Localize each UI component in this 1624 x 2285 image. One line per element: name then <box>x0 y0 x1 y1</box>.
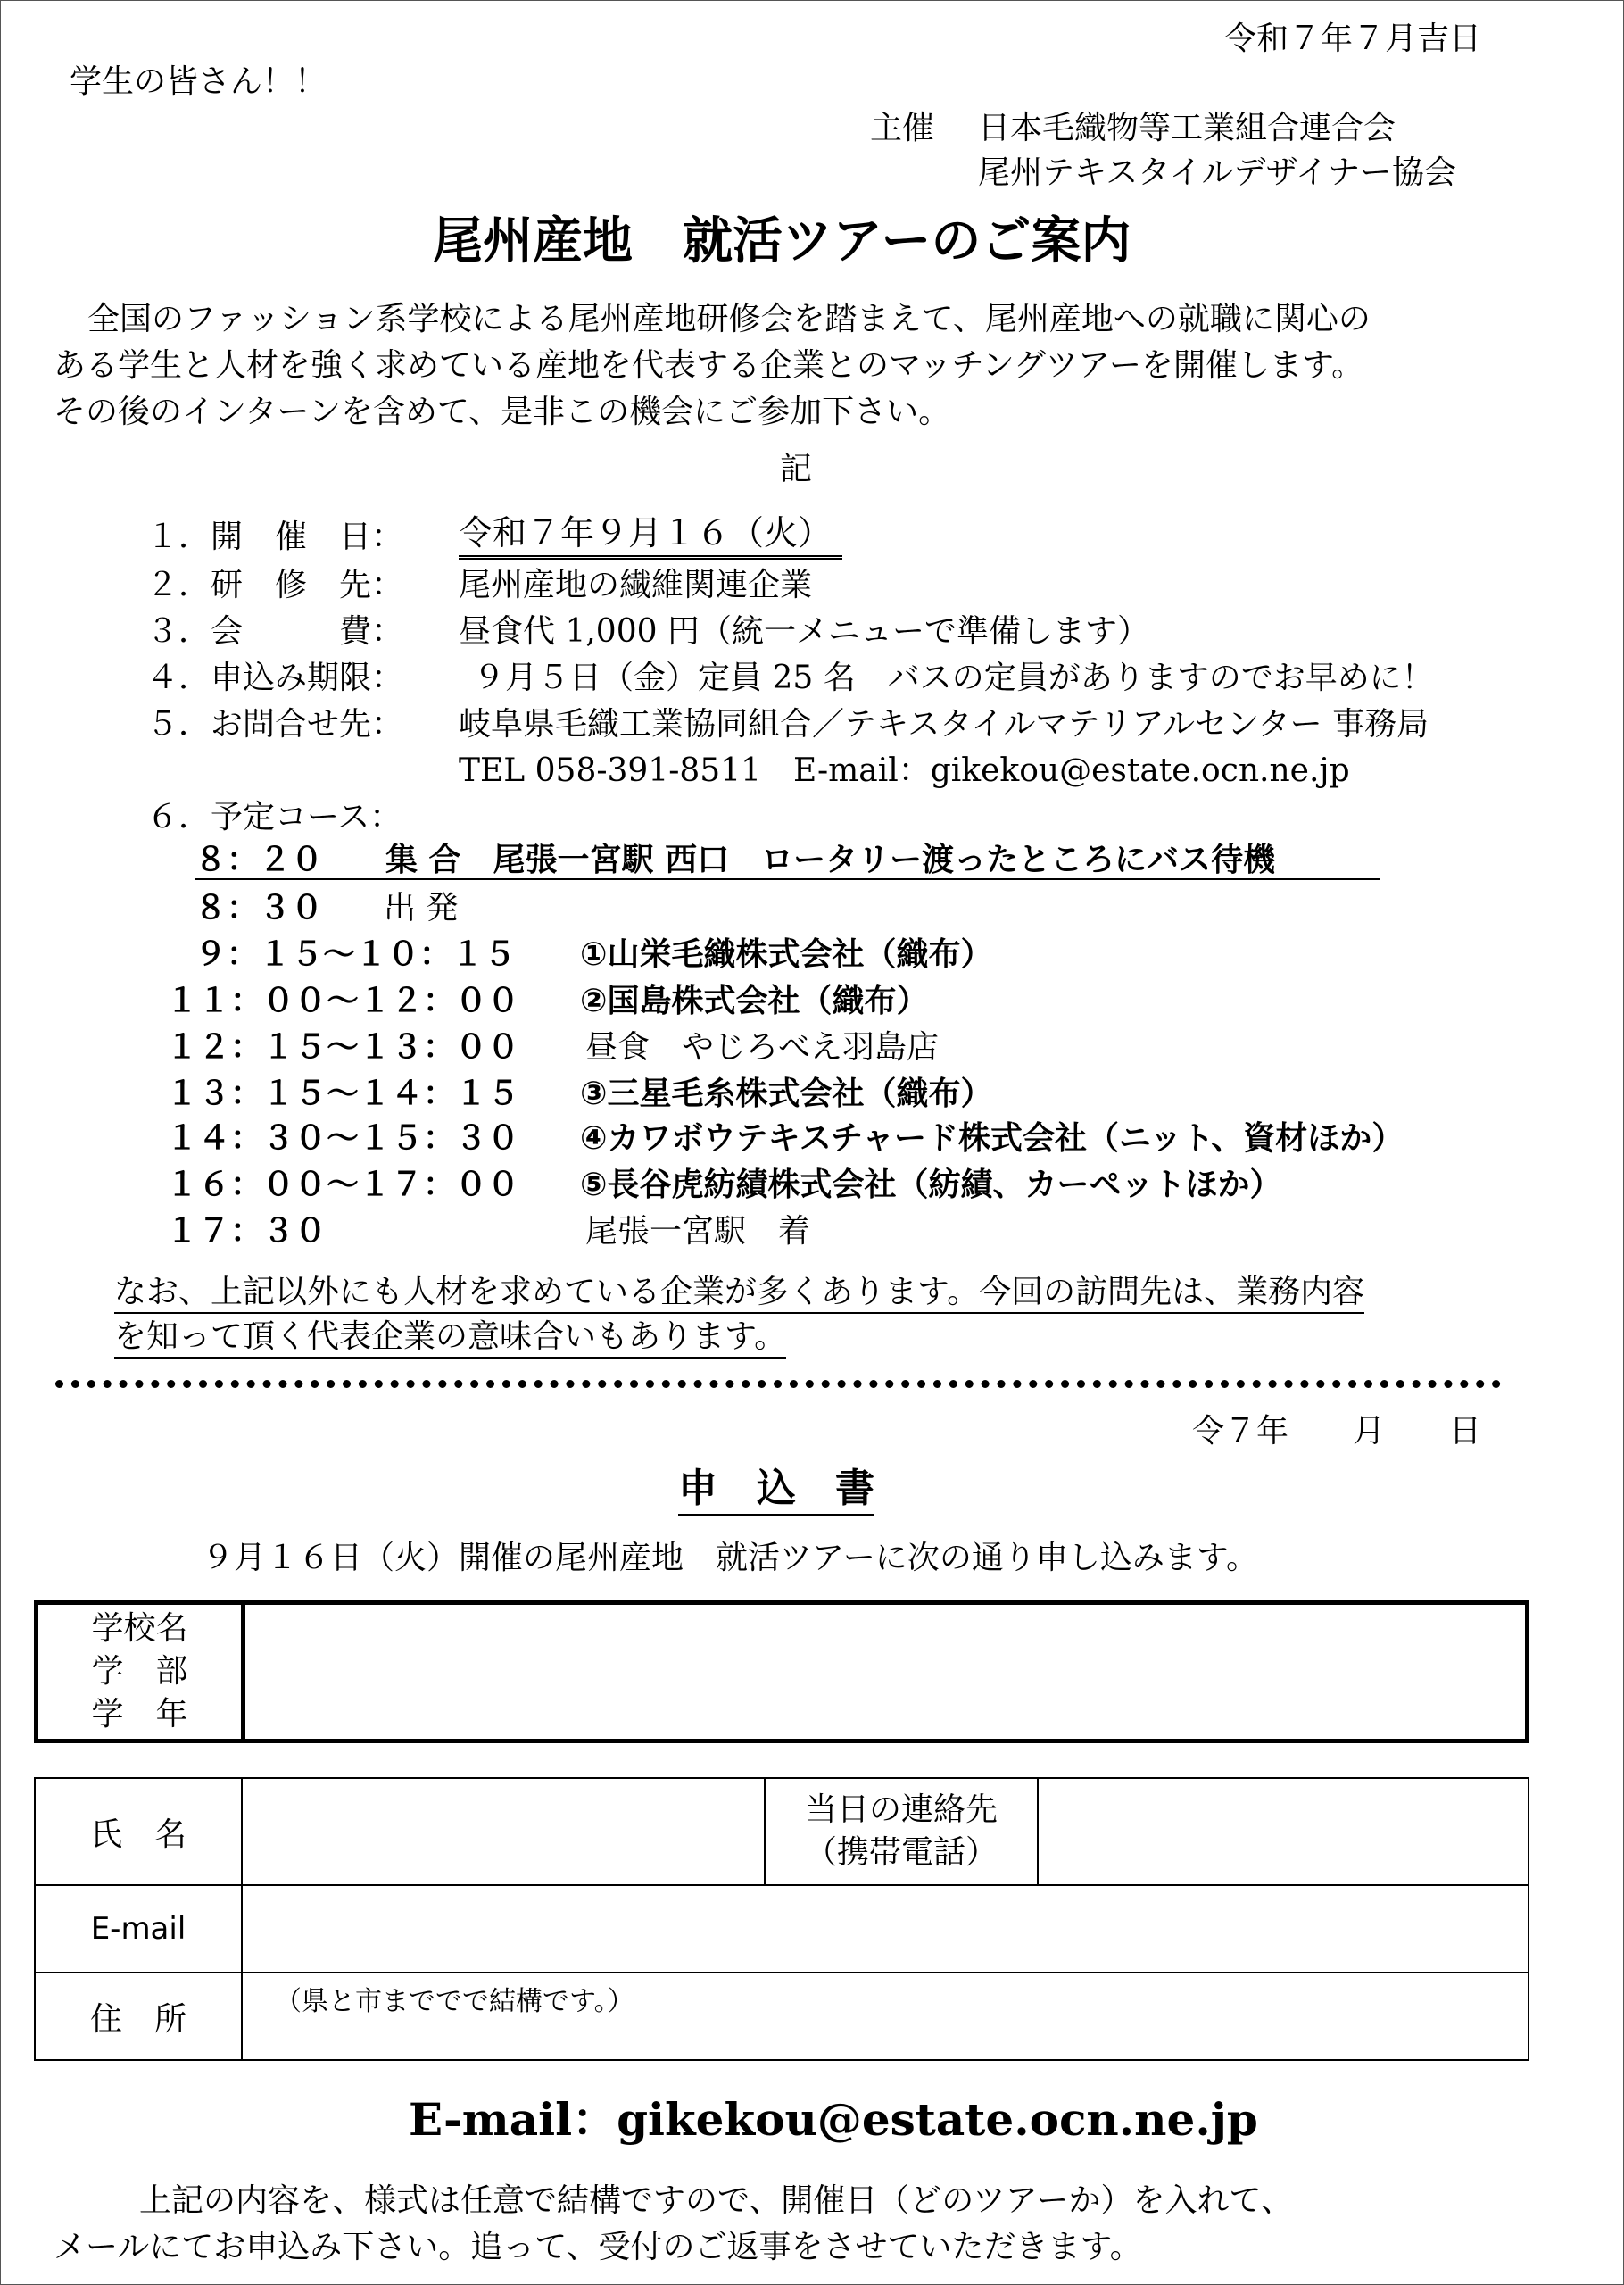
organizer-2: 尾州テキスタイルデザイナー協会 <box>978 154 1457 191</box>
grade-label: 学 年 <box>91 1696 188 1732</box>
name-label: 氏 名 <box>35 1778 242 1885</box>
schedule-time: １６：００～１７：００ <box>166 1167 520 1203</box>
email-label: E-mail <box>35 1885 242 1973</box>
schedule-time: ８：２０ <box>195 842 324 878</box>
address-input[interactable] <box>242 1973 1529 2060</box>
deadline-value: ９月５日（金）定員 25 名 バスの定員がありますのでお早めに！ <box>473 660 1434 696</box>
schedule-text-2: 出 発 <box>384 890 459 926</box>
organizer-label: 主催 <box>870 110 935 146</box>
footer-email: E-mail：gikekou@estate.ocn.ne.jp <box>409 2093 1258 2146</box>
phone-input[interactable] <box>1038 1778 1529 1885</box>
course-label: ６．予定コース： <box>146 799 402 835</box>
cut-line <box>55 1380 1501 1388</box>
note-line-2: を知って頂く代表企業の意味合いもあります。 <box>114 1321 786 1359</box>
applicant-table <box>34 1777 1529 2061</box>
schedule-text: ③三星毛糸株式会社（織布） <box>580 1076 993 1112</box>
form-lead: ９月１６日（火）開催の尾州産地 就活ツアーに次の通り申し込みます。 <box>202 1540 1259 1576</box>
greeting: 学生の皆さん！！ <box>70 63 327 100</box>
address-label: 住 所 <box>35 1973 242 2060</box>
footer-line-1: 上記の内容を、様式は任意で結構ですので、開催日（どのツアーか）を入れて、 <box>139 2182 1293 2219</box>
schedule-row-2 <box>195 890 324 926</box>
schedule-text: ⑤長谷虎紡績株式会社（紡績、カーペットほか） <box>580 1167 1282 1203</box>
schedule-text: ②国島株式会社（織布） <box>580 983 929 1019</box>
place-label: ２．研 修 先： <box>146 567 404 603</box>
contact-label-1: 当日の連絡先 <box>804 1791 998 1828</box>
organizer-1: 日本毛織物等工業組合連合会 <box>978 110 1396 146</box>
ki-marker: 記 <box>780 451 813 487</box>
intro-line-1: 全国のファッション系学校による尾州産地研修会を踏まえて、尾州産地への就職に関心の <box>87 301 1371 337</box>
school-input[interactable] <box>244 1603 1528 1741</box>
contact-label-cell <box>765 1778 1038 1885</box>
contact-label: ５．お問合せ先： <box>146 706 404 743</box>
name-input[interactable] <box>242 1778 765 1885</box>
schedule-time: １７：３０ <box>166 1213 327 1250</box>
schedule-time: １２：１５～１３：００ <box>166 1029 520 1066</box>
page-title: 尾州産地 就活ツアーのご案内 <box>433 212 1131 270</box>
deadline-label: ４．申込み期限： <box>146 660 404 696</box>
fee-label: ３．会 費： <box>146 613 404 650</box>
footer-line-2: メールにてお申込み下さい。追って、受付のご返事をさせていただきます。 <box>54 2229 1142 2265</box>
schedule-text: ④カワボウテキスチャード株式会社（ニット、資材ほか） <box>580 1120 1404 1157</box>
schedule-time: ９：１５～１０：１５ <box>195 936 517 973</box>
schedule-time: ８：３０ <box>195 890 324 926</box>
schedule-time: １３：１５～１４：１５ <box>166 1076 520 1112</box>
fee-value: 昼食代 1,000 円（統一メニューで準備します） <box>459 613 1149 650</box>
form-date: 令７年 月 日 <box>1192 1413 1482 1450</box>
form-title: 申 込 書 <box>678 1469 874 1516</box>
schedule-text: 昼食 やじろべえ羽島店 <box>585 1029 940 1066</box>
schedule-text: 尾張一宮駅 着 <box>585 1213 811 1250</box>
note-line-1: なお、上記以外にも人材を求めている企業が多くあります。今回の訪問先は、業務内容 <box>114 1276 1364 1314</box>
place-value: 尾州産地の繊維関連企業 <box>459 567 813 603</box>
schedule-text: 集 合 尾張一宮駅 西口 ロータリー渡ったところにバス待機 <box>385 842 1276 878</box>
intro-line-3: その後のインターンを含めて、是非この機会にご参加下さい。 <box>54 394 951 430</box>
schedule-time: １４：３０～１５：３０ <box>166 1120 520 1157</box>
issue-date: 令和７年７月吉日 <box>1224 21 1482 57</box>
school-label: 学校名 <box>91 1610 188 1647</box>
faculty-label: 学 部 <box>91 1653 188 1690</box>
school-label-cell <box>37 1603 244 1741</box>
email-input[interactable] <box>242 1885 1529 1973</box>
date-label: １．開 催 日： <box>146 519 404 555</box>
schedule-time: １１：００～１２：００ <box>166 983 520 1019</box>
address-note: （県と市まででで結構です。） <box>275 1986 634 2017</box>
intro-line-2: ある学生と人材を強く求めている産地を代表する企業とのマッチングツアーを開催します。 <box>54 347 1364 384</box>
schedule-row-1 <box>195 844 1380 880</box>
schedule-text: ①山栄毛織株式会社（織布） <box>580 936 993 973</box>
contact-value: 岐阜県毛織工業協同組合／テキスタイルマテリアルセンター 事務局 <box>459 706 1429 743</box>
contact-label-2: （携帯電話） <box>804 1834 998 1871</box>
school-table <box>34 1600 1529 1743</box>
date-value: 令和７年９月１６（火） <box>459 516 842 560</box>
contact-tel: TEL 058-391-8511 E-mail：gikekou@estate.ocn.ne.jp <box>459 752 1350 789</box>
